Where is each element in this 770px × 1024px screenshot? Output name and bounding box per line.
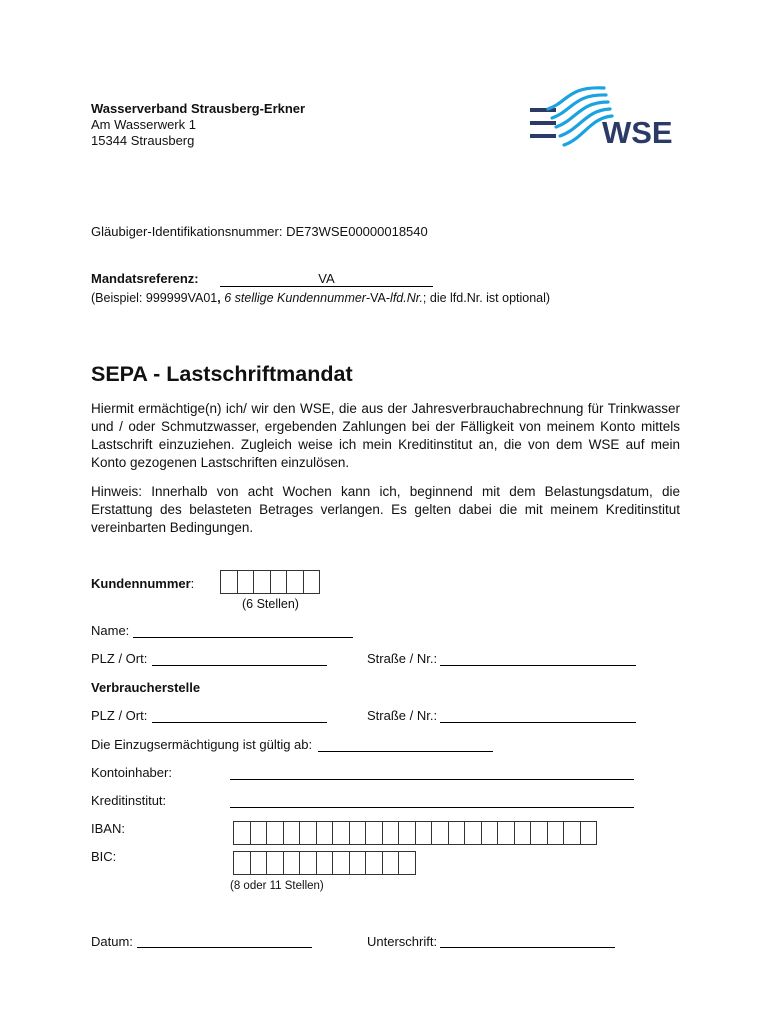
wse-logo-graphic — [528, 82, 688, 152]
kundennummer-box[interactable] — [286, 570, 304, 594]
page-title: SEPA - Lastschriftmandat — [91, 362, 353, 386]
example-italic: 6 stellige Kundennummer — [224, 291, 366, 305]
iban-box[interactable] — [415, 821, 433, 845]
org-street: Am Wasserwerk 1 — [91, 117, 196, 132]
bic-hint: (8 oder 11 Stellen) — [230, 880, 324, 892]
kundennummer-colon: : — [190, 576, 195, 591]
bic-box[interactable] — [398, 851, 416, 875]
unterschrift-field[interactable] — [440, 947, 615, 948]
bic-box[interactable] — [349, 851, 367, 875]
datum-field[interactable] — [137, 947, 312, 948]
mandate-ref-example — [91, 290, 550, 306]
verbraucherstelle-heading: Verbraucherstelle — [91, 680, 201, 695]
iban-box[interactable] — [530, 821, 548, 845]
iban-box[interactable] — [547, 821, 565, 845]
bic-box[interactable] — [365, 851, 383, 875]
strasse-2-field[interactable] — [440, 722, 636, 723]
bic-box[interactable] — [283, 851, 301, 875]
name-field[interactable] — [133, 637, 353, 638]
mandate-ref-label: Mandatsreferenz: — [91, 271, 199, 286]
iban-box[interactable] — [431, 821, 449, 845]
bic-box[interactable] — [233, 851, 251, 875]
kundennummer-label-text: Kundennummer — [91, 576, 191, 591]
kontoinhaber-label: Kontoinhaber: — [91, 765, 172, 780]
kundennummer-box[interactable] — [237, 570, 255, 594]
iban-box[interactable] — [349, 821, 367, 845]
bic-box[interactable] — [332, 851, 350, 875]
kreditinstitut-field[interactable] — [230, 807, 634, 808]
iban-box[interactable] — [316, 821, 334, 845]
kreditinstitut-label: Kreditinstitut: — [91, 793, 167, 808]
notice-paragraph: Hinweis: Innerhalb von acht Wochen kann ich, beginnend mit dem Belastungsdatum, die Erstattung des belasteten Betrages verlangen. Es gelten dabei die mit meinem Kreditinstitut vereinbarten Bedingungen. — [91, 484, 680, 535]
kundennummer-box[interactable] — [270, 570, 288, 594]
bic-box[interactable] — [382, 851, 400, 875]
iban-box[interactable] — [233, 821, 251, 845]
strasse-label: Straße / Nr.: — [367, 651, 438, 666]
bic-box[interactable] — [250, 851, 268, 875]
datum-label: Datum: — [91, 934, 133, 949]
iban-box[interactable] — [266, 821, 284, 845]
strasse-field[interactable] — [440, 665, 636, 666]
wse-logo — [528, 82, 688, 152]
iban-box[interactable] — [481, 821, 499, 845]
mandate-ref-value: VA — [318, 271, 335, 286]
bic-label: BIC: — [91, 849, 117, 864]
org-city: 15344 Strausberg — [91, 133, 195, 148]
iban-box[interactable] — [514, 821, 532, 845]
kundennummer-box[interactable] — [303, 570, 321, 594]
einzug-date-field[interactable] — [318, 751, 493, 752]
bic-box[interactable] — [299, 851, 317, 875]
example-part2: -VA- — [365, 291, 391, 305]
wse-logo-text: WSE — [602, 115, 673, 150]
name-label: Name: — [91, 623, 130, 638]
bic-boxes[interactable] — [233, 851, 415, 875]
kundennummer-label — [91, 576, 194, 592]
kundennummer-box[interactable] — [253, 570, 271, 594]
plz-ort-label: PLZ / Ort: — [91, 651, 148, 666]
plz-ort-2-field[interactable] — [152, 722, 327, 723]
iban-box[interactable] — [250, 821, 268, 845]
bic-box[interactable] — [316, 851, 334, 875]
example-part1: (Beispiel: 999999VA01 — [91, 291, 218, 305]
iban-box[interactable] — [563, 821, 581, 845]
bic-box[interactable] — [266, 851, 284, 875]
plz-ort-2-label: PLZ / Ort: — [91, 708, 148, 723]
mandate-paragraph: Hiermit ermächtige(n) ich/ wir den WSE, die aus der Jahresverbrauchabrechnung für Trinkwasser und / oder Schmutzwasser, ergebenden Zahlungen bei der Fälligkeit von meinem Konto mittels Lastschrift einzuziehen. Zugleich weise ich mein Kreditinstitut an, die von dem WSE auf mein Konto gezogenen Lastschriften einzulösen. — [91, 401, 680, 470]
creditor-id: Gläubiger-Identifikationsnummer: DE73WSE00000018540 — [91, 224, 428, 239]
example-comma: , — [217, 291, 221, 305]
kundennummer-hint: (6 Stellen) — [242, 597, 299, 611]
iban-box[interactable] — [332, 821, 350, 845]
iban-label: IBAN: — [91, 821, 125, 836]
strasse-2-label: Straße / Nr.: — [367, 708, 438, 723]
iban-box[interactable] — [448, 821, 466, 845]
iban-box[interactable] — [382, 821, 400, 845]
iban-box[interactable] — [299, 821, 317, 845]
iban-box[interactable] — [365, 821, 383, 845]
kundennummer-box[interactable] — [220, 570, 238, 594]
einzug-label: Die Einzugsermächtigung ist gültig ab: — [91, 737, 313, 752]
plz-ort-field[interactable] — [152, 665, 327, 666]
iban-box[interactable] — [283, 821, 301, 845]
iban-boxes[interactable] — [233, 821, 596, 845]
kontoinhaber-field[interactable] — [230, 779, 634, 780]
org-name: Wasserverband Strausberg-Erkner — [91, 101, 306, 116]
iban-box[interactable] — [398, 821, 416, 845]
example-part3: ; die lfd.Nr. ist optional) — [422, 291, 551, 305]
unterschrift-label: Unterschrift: — [367, 934, 438, 949]
example-italic2: lfd.Nr. — [390, 291, 423, 305]
iban-box[interactable] — [580, 821, 598, 845]
iban-box[interactable] — [497, 821, 515, 845]
iban-box[interactable] — [464, 821, 482, 845]
kundennummer-boxes[interactable] — [220, 570, 319, 594]
